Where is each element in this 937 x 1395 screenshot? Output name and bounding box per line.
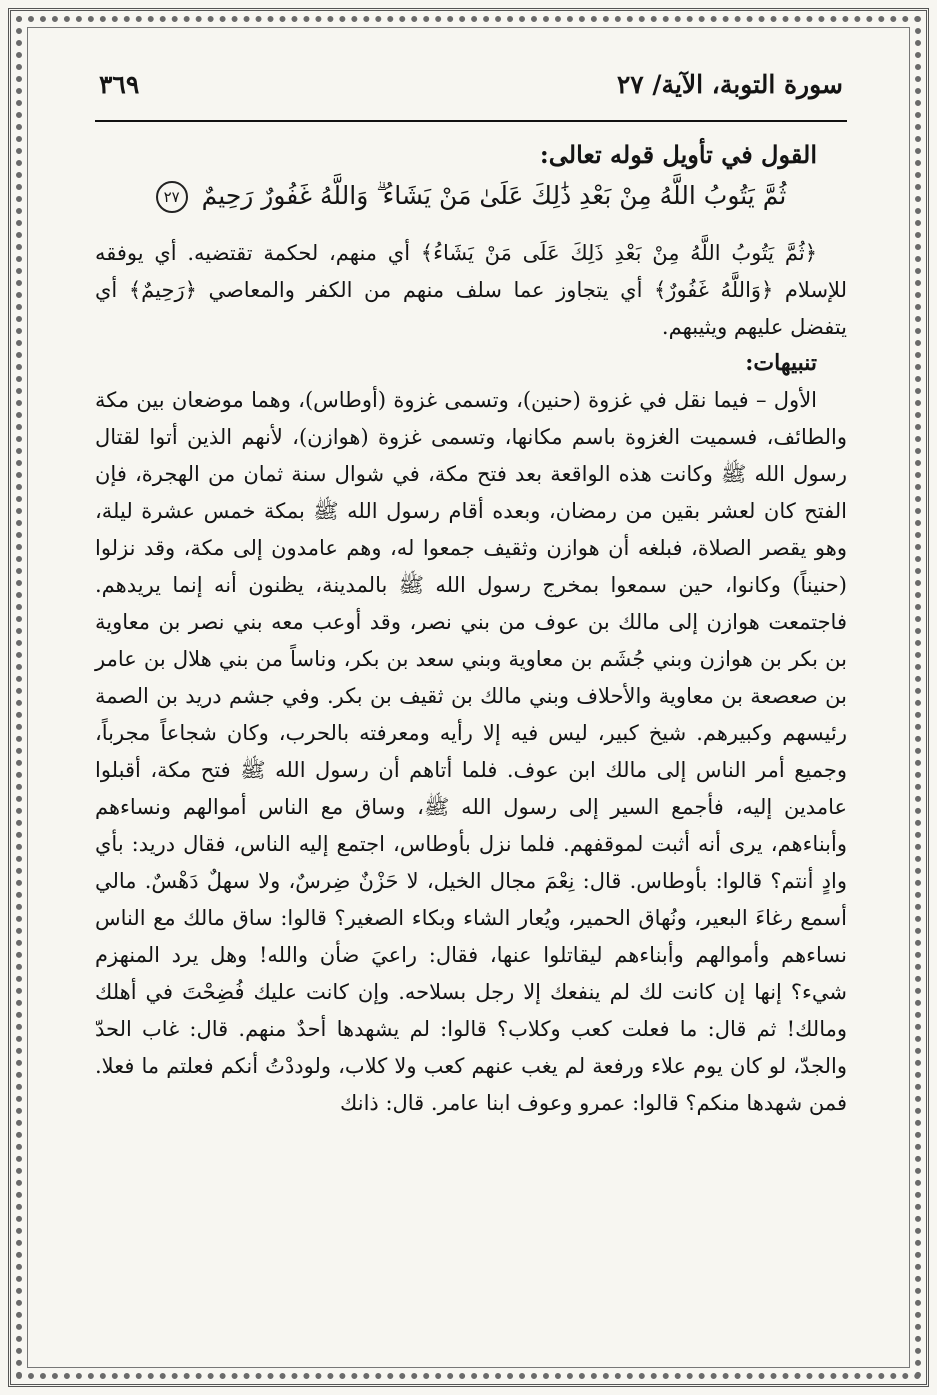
notes-heading: تنبيهات: <box>745 350 817 376</box>
verse-number-marker: ٢٧ <box>156 181 188 213</box>
section-heading: القول في تأويل قوله تعالى: <box>539 140 817 169</box>
tafsir-paragraph: ﴿ثُمَّ يَتُوبُ اللَّهُ مِنْ بَعْدِ ذَلِكَ عَلَى مَنْ يَشَاءُ﴾ أي منهم، لحكمة تقتضيه. أي يوفقه للإسلام ﴿وَاللَّهُ غَفُورٌ﴾ أي يتجاوز عما سلف منهم من الكفر والمعاصي ﴿رَحِيمٌ﴾ أي يتفضل عليهم ويثيبهم. <box>95 241 847 339</box>
page-number: ٣٦٩ <box>99 70 140 99</box>
header-title: سورة التوبة، الآية/ ٢٧ <box>616 70 843 99</box>
verse-text: ثُمَّ يَتُوبُ اللَّهُ مِنْ بَعْدِ ذَٰلِكَ عَلَىٰ مَنْ يَشَاءُ ۗ وَاللَّهُ غَفُورٌ رَحِيمٌ <box>201 181 787 210</box>
quran-verse <box>95 181 847 213</box>
page-content <box>95 70 847 1122</box>
body-paragraph: الأول – فيما نقل في غزوة (حنين)، وتسمى غزوة (أوطاس)، وهما موضعان بين مكة والطائف، فسميت الغزوة باسم مكانها، وتسمى غزوة (هوازن)، لأنهم الذين أتوا لقتال رسول الله ﷺ وكانت هذه الواقعة بعد فتح مكة، في شوال سنة ثمان من الهجرة، فإن الفتح كان لعشر بقين من رمضان، وبعده أقام رسول الله ﷺ بمكة خمس عشرة ليلة، وهو يقصر الصلاة، فبلغه أن هوازن وثقيف جمعوا له، وهم عامدون إلى مكة، وقد نزلوا (حنيناً) وكانوا، حين سمعوا بمخرج رسول الله ﷺ بالمدينة، يظنون أنه إنما يريدهم. فاجتمعت هوازن إلى مالك بن عوف من بني نصر، وقد أوعب معه بني نصر بن معاوية بن بكر بن هوازن وبني جُشَم بن معاوية وبني سعد بن بكر، وناساً من بني هلال بن عامر بن صعصعة بن معاوية والأحلاف وبني مالك بن ثقيف بن بكر. وفي جشم دريد بن الصمة رئيسهم وكبيرهم. شيخ كبير، ليس فيه إلا رأيه ومعرفته بالحرب، وكان شجاعاً مجرباً، وجميع أمر الناس إلى مالك ابن عوف. فلما أتاهم أن رسول الله ﷺ فتح مكة، أقبلوا عامدين إليه، فأجمع السير إلى رسول الله ﷺ، وساق مع الناس أموالهم ونساءهم وأبناءهم، يرى أنه أثبت لموقفهم. فلما نزل بأوطاس، اجتمع إليه الناس، فقال دريد: بأي وادٍ أنتم؟ قالوا: بأوطاس. قال: نِعْمَ مجال الخيل، لا حَزْنٌ ضِرسٌ، ولا سهلٌ دَهْسٌ. مالي أسمع رغاءَ البعير، ونُهاق الحمير، ويُعار الشاء وبكاء الصغير؟ قالوا: ساق مالك مع الناس نساءهم وأموالهم وأبناءهم ليقاتلوا عنها، فقال: راعيَ ضأن والله! وهل يرد المنهزم شيء؟ إنها إن كانت لك لم ينفعك إلا رجل بسلاحه. وإن كانت عليك فُضِحْتَ في أهلك ومالك! ثم قال: ما فعلت كعب وكلاب؟ قالوا: لم يشهدها أحدٌ منهم. قال: غاب الحدّ والجدّ، لو كان يوم علاء ورفعة لم يغب عنهم كعب ولا كلاب، ولوددْتُ أنكم فعلتم ما فعلا. فمن شهدها منكم؟ قالوا: عمرو وعوف ابنا عامر. قال: ذانك <box>95 388 847 1115</box>
header-rule <box>95 120 847 122</box>
running-header <box>95 70 847 114</box>
